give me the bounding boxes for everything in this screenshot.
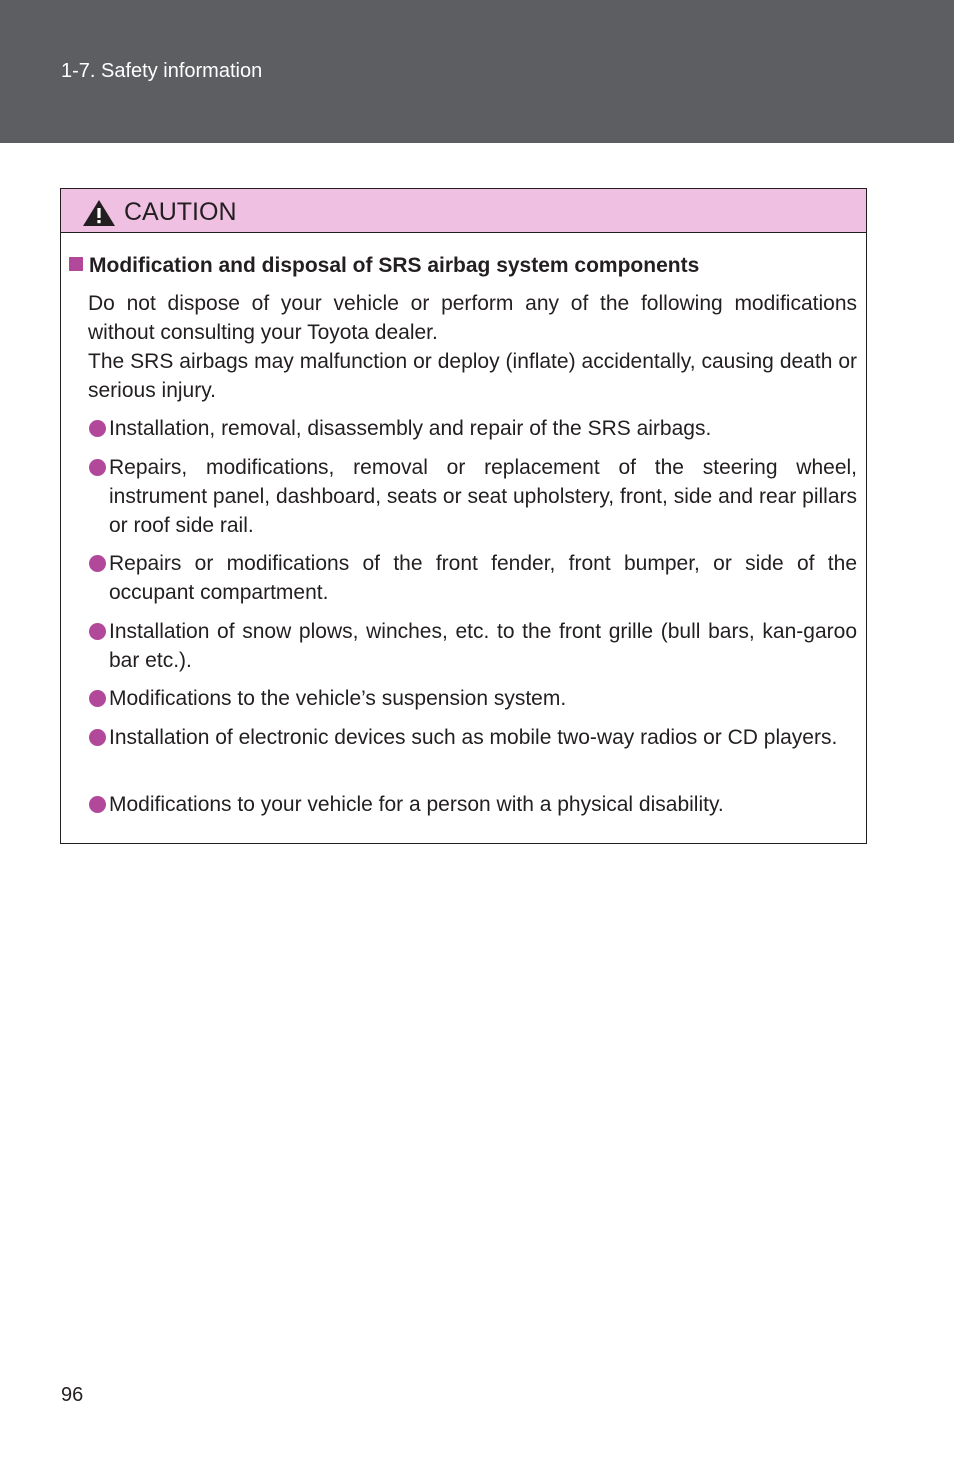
circle-bullet-icon [89, 420, 106, 437]
list-item [88, 453, 857, 540]
list-item-text: Installation, removal, disassembly and repair of the SRS airbags. [109, 417, 712, 440]
square-bullet-icon [69, 257, 83, 271]
caution-paragraph-2: The SRS airbags may malfunction or deploy (inflate) accidentally, causing death or serious injury. [88, 350, 857, 402]
caution-box [60, 188, 867, 844]
list-item-text: Installation of snow plows, winches, etc. to the front grille (bull bars, kan-garoo bar etc.). [109, 620, 857, 672]
caution-paragraph-1: Do not dispose of your vehicle or perform any of the following modifications without consulting your Toyota dealer. [88, 292, 857, 344]
caution-label: CAUTION [124, 198, 237, 226]
list-item-text: Installation of electronic devices such as mobile two-way radios or CD players. [109, 726, 838, 749]
circle-bullet-icon [89, 459, 106, 476]
section-title: 1-7. Safety information [61, 60, 263, 82]
list-item [88, 617, 857, 675]
list-item-text: Repairs, modifications, removal or replacement of the steering wheel, instrument panel, dashboard, seats or seat upholstery, front, side and rear pillars or roof side rail. [109, 456, 857, 537]
circle-bullet-icon [89, 690, 106, 707]
circle-bullet-icon [89, 729, 106, 746]
list-item [88, 414, 857, 443]
subheading-text: Modification and disposal of SRS airbag system components [89, 254, 700, 277]
list-item [88, 790, 857, 819]
header-band [0, 0, 954, 143]
circle-bullet-icon [89, 623, 106, 640]
circle-bullet-icon [89, 796, 106, 813]
list-item [88, 723, 857, 752]
subheading [69, 253, 699, 279]
caution-header [61, 189, 866, 233]
list-item-text: Repairs or modifications of the front fender, front bumper, or side of the occupant compartment. [109, 552, 857, 604]
list-item-text: Modifications to the vehicle’s suspension system. [109, 687, 567, 710]
list-item [88, 684, 857, 713]
list-item [88, 549, 857, 607]
circle-bullet-icon [89, 555, 106, 572]
list-item-text: Modifications to your vehicle for a person with a physical disability. [109, 793, 724, 816]
page-number: 96 [61, 1384, 84, 1406]
warning-triangle-icon [82, 199, 116, 227]
